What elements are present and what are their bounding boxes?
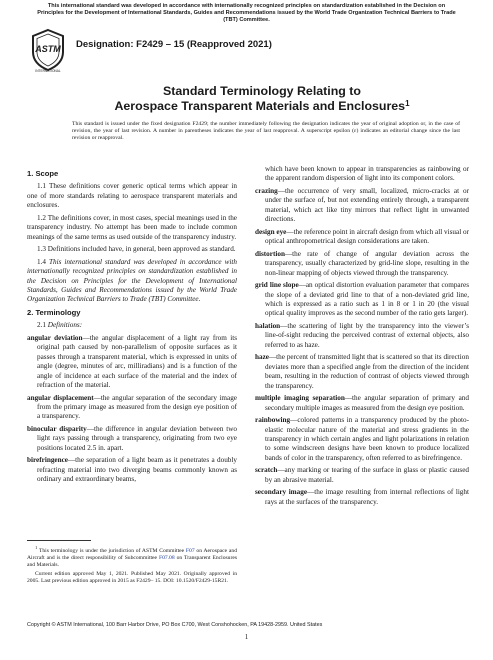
definition-text: —the separation of a light beam as it penetrates a doubly refracting material into two diverging beams commonly known as ordinary and extraordinary beams,	[37, 456, 237, 484]
definition-text: —the rate of change of angular deviation across the transparency, usually characterized by grid-line slope, resulting in the non-linear mapping of objects viewed through the transparency.	[265, 249, 469, 277]
definition-entry	[255, 322, 469, 350]
definition-text: —the percent of transmitted light that is scattered so that its direction deviates more than a specified angle from the direction of the incident beam, resulting in the reduction of contrast of objects viewed through the transparency.	[265, 353, 469, 390]
terminology-heading: 2. Terminology	[27, 308, 81, 318]
left-column	[27, 166, 237, 488]
birefringence-continuation: which have been known to appear in transparencies as rainbowing or the apparent random dispersion of light into its component colors.	[265, 165, 469, 183]
issued-note: This standard is issued under the fixed designation F2429; the number immediately following the designation indicates the year of original adoption or, in the case of revision, the year of last revision. A number in parentheses indicates the year of last reapproval. A superscript epsilon (ε) indicates an editorial change since the last revision or reapproval.	[72, 121, 460, 141]
page-number: 1	[244, 633, 249, 641]
definition-term: multiple imaging separation	[255, 394, 345, 403]
copyright-line: Copyright © ASTM International, 100 Barr Harbor Drive, PO Box C700, West Conshohocken, PA 19428-2959. United States	[27, 622, 323, 628]
definitions-number: 2.1	[37, 321, 48, 330]
definition-entry	[255, 281, 469, 319]
definition-text: —the angular separation of the secondary image from the primary image as measured from the design eye position of a transparency.	[37, 393, 237, 421]
footnote-text-a: This terminology is under the jurisdiction of ASTM Committee	[37, 547, 186, 554]
definition-entry	[255, 250, 469, 278]
definition-entry	[255, 228, 469, 247]
scope-1-3: 1.3 Definitions included have, in general, been approved as standard.	[37, 245, 236, 254]
tbt-notice: This international standard was developed in accordance with internationally recognized principles on standardization established in the Decision on Principles for the Development of International Standards, Guides and Recommendations issued by the World Trade Organization Technical Barriers to Trade (TBT) Committee.	[37, 3, 456, 23]
scope-1-1: 1.1 These definitions cover generic optical terms which appear in one of more standards relating to aerospace transparent materials and enclosures.	[27, 182, 237, 210]
definition-entry	[255, 353, 469, 391]
definition-text: —the occurrence of very small, localized, micro-cracks at or under the surface of, but not extending entirely through, a transparent material, which act like tiny mirrors that reflect light in unwanted directions.	[265, 187, 469, 224]
definition-term: crazing	[255, 187, 278, 195]
definition-entry	[255, 394, 469, 413]
scope-1-4-text: This international standard was developed in accordance with internationally recognized principles on standardization established in the Decision on Principles for the Development of International Standards, Guides and Recommendations issued by the World Trade Organization Technical Barriers to Trade (TBT) Committee.	[27, 257, 237, 304]
footnote-edition: Current edition approved May 1, 2021. Published May 2021. Originally approved in 2005. Last previous edition approved in 2015 as F2429– 15. DOI: 10.1520/F2429-15R21.	[27, 570, 237, 584]
definition-entry	[255, 488, 469, 507]
definition-text: —the angular separation of primary and secondary multiple images as measured from the design eye position.	[265, 394, 469, 412]
definition-term: birefringence	[27, 456, 68, 465]
definition-term: binocular disparity	[27, 425, 87, 434]
definition-term: angular displacement	[27, 393, 94, 402]
definition-entry	[27, 394, 237, 422]
committee-f07-link[interactable]: F07	[185, 547, 195, 554]
footnote-divider	[27, 540, 91, 541]
definition-text: —the angular displacement of a light ray from its original path caused by non-parallelism of opposite surfaces as it passes through a transparent material, which is expressed in units of angle (degree, minutes of arc, milliradians) and is a function of the angle of incidence at each surface of the material and the index of refraction of the material.	[37, 334, 237, 390]
scope-1-2: 1.2 The definitions cover, in most cases, special meanings used in the transparency industry. No attempt has been made to include common meanings of the same terms as used outside of the transparency industry.	[27, 213, 237, 241]
definition-text: —any marking or tearing of the surface in glass or plastic caused by an abrasive material.	[265, 466, 469, 484]
designation: Designation: F2429 – 15 (Reapproved 2021)	[76, 39, 272, 50]
definition-term: distortion	[255, 249, 285, 258]
scope-1-4	[27, 258, 237, 305]
definition-term: secondary image	[255, 488, 308, 497]
definition-term: haze	[255, 353, 269, 362]
subcommittee-f07-08-link[interactable]: F07.08	[158, 554, 175, 561]
astm-logo-subtext: INTERNATIONAL	[35, 69, 61, 72]
scope-heading: 1. Scope	[27, 169, 59, 178]
definition-entry	[255, 416, 469, 463]
title-footnote-ref: 1	[405, 98, 410, 108]
title-line-2	[72, 99, 452, 114]
document-title	[72, 84, 452, 113]
title-line-1: Standard Terminology Relating to	[162, 84, 362, 98]
definition-text: —the scattering of light by the transparency into the viewer’s line-of-sight reducing the perceived contrast of external objects, also referred to as haze.	[265, 322, 469, 349]
definition-entry	[27, 425, 237, 453]
definition-term: angular deviation	[27, 334, 83, 343]
definition-text: —the image resulting from internal reflections of light rays at the surfaces of the transparency.	[265, 488, 469, 506]
footnote-text-b: on Aerospace and Aircraft and is the direct responsibility of Subcommittee	[27, 547, 237, 561]
definition-text: —colored patterns in a transparency produced by the photo-elastic molecular nature of the material and stress gradients in the transparency in which certain angles and light polarizations in relation to some windscreen designs have been known to produce localized bands of color in the transparency, often referred to as birefringence.	[265, 416, 469, 462]
definition-entry	[27, 456, 237, 484]
definition-term: halation	[255, 322, 281, 331]
footnote-1	[27, 544, 237, 569]
definition-entry	[255, 187, 469, 225]
definitions-label: Definitions:	[47, 321, 83, 330]
definition-entry	[255, 466, 469, 485]
title-line-2-text: Aerospace Transparent Materials and Enclosures	[114, 98, 406, 113]
astm-logo	[30, 28, 66, 72]
footnote-text-c: on Transparent Enclosures and Materials.	[27, 554, 237, 569]
definition-entry	[27, 334, 237, 390]
definitions-subheading	[27, 321, 237, 330]
right-column	[255, 165, 469, 510]
definition-term: design eye	[255, 227, 287, 236]
astm-logo-text: ASTM	[35, 44, 61, 54]
definition-text: —the reference point in aircraft design from which all visual or optical anthropometrical design considerations are taken.	[265, 227, 470, 246]
definition-term: rainbowing	[255, 416, 291, 425]
definition-term: grid line slope	[255, 281, 299, 290]
definition-text: —an optical distortion evaluation parameter that compares the slope of a deviated grid line to that of a non-deviated grid line, which is expressed as a ratio such as 1 in 8 or 1 in 20 (the visual optical quality improves as the second number of the ratio gets larger).	[265, 281, 469, 318]
definition-text: —the difference in angular deviation between two light rays passing through a transparency, originating from two eye positions located 2.5 in. apart.	[37, 425, 237, 452]
footnote-ref: 1	[35, 545, 38, 550]
scope-1-4-number: 1.4	[37, 257, 50, 266]
footnote	[27, 544, 237, 586]
definition-term: scratch	[255, 466, 278, 475]
